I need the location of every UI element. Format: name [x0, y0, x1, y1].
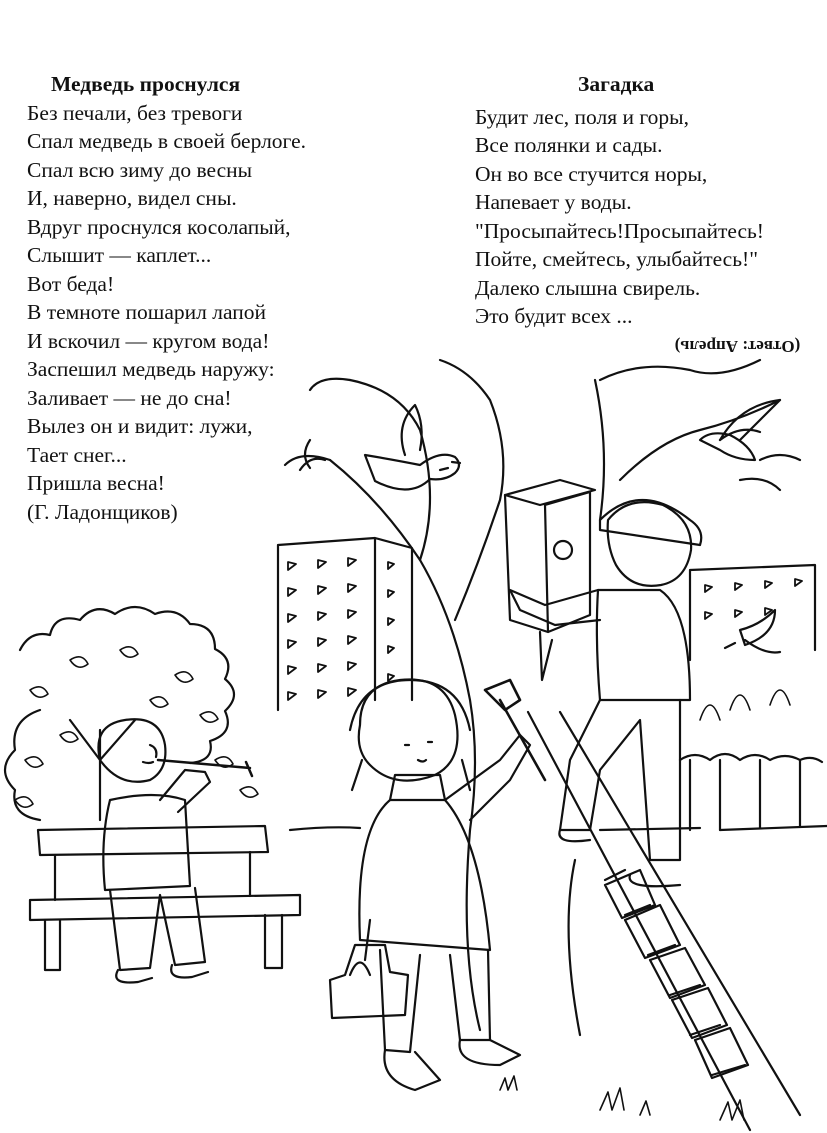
birdhouse [505, 480, 595, 680]
poem-line: Заспешил медведь наружу: [27, 357, 275, 381]
poem-title: Медведь проснулся [51, 72, 241, 96]
apartment-building-left [278, 538, 412, 710]
girl-with-hammer [330, 679, 545, 1090]
poem-author: (Г. Ладонщиков) [27, 499, 178, 524]
poem-line: Пришла весна! [27, 471, 165, 495]
riddle-line: "Просыпайтесь!Просыпайтесь! [475, 218, 764, 243]
poem-line: Вдруг проснулся косолапый, [27, 214, 291, 239]
poem-line: Вылез он и видит: лужи, [27, 414, 253, 438]
riddle-line: Пойте, смейтесь, улыбайтесь!" [475, 247, 758, 271]
grass-tufts [500, 1076, 744, 1120]
poem-line: Слышит — каплет... [27, 243, 212, 267]
blossom-tree-left [5, 607, 258, 820]
poem-line: Вот беда! [27, 271, 115, 296]
big-tree [285, 360, 800, 1035]
riddle-line: Будит лес, поля и горы, [475, 104, 689, 129]
poem-line: Спал всю зиму до весны [27, 157, 253, 182]
poem-line: Заливает — не до сна! [27, 385, 232, 410]
riddle-line: Все полянки и сады. [475, 133, 663, 157]
poem-line: Без печали, без тревоги [27, 100, 243, 125]
hedge-right [680, 690, 822, 830]
park-bench [30, 826, 300, 970]
poem-line: Спал медведь в своей берлоге. [27, 129, 306, 153]
riddle-answer-upside-down: (Ответ: Апрель) [674, 337, 801, 356]
poem-line: Тает снег... [27, 442, 127, 467]
riddle-line: Это будит всех ... [475, 304, 633, 328]
riddle-line: Он во все стучится норы, [475, 161, 708, 186]
poem-line: И вскочил — кругом вода! [27, 328, 270, 353]
riddle-title: Загадка [578, 72, 655, 96]
riddle-line: Напевает у воды. [475, 190, 632, 214]
poem-line: В темноте пошарил лапой [27, 300, 267, 324]
riddle-line: Далеко слышна свирель. [475, 275, 701, 300]
poem-line: И, наверно, видел сны. [27, 186, 237, 210]
